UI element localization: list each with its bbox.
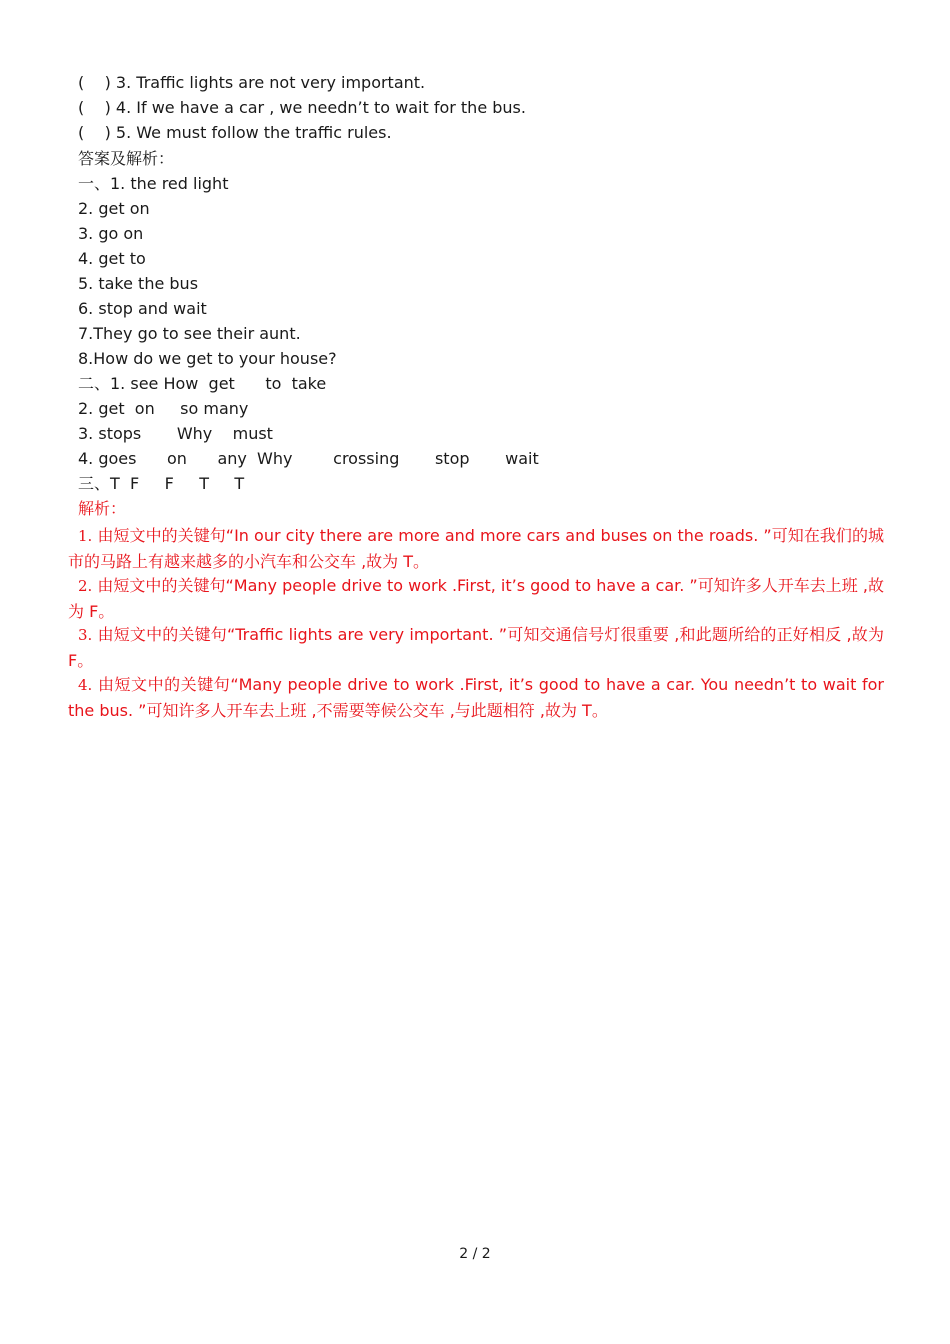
analysis-text: 由短文中的关键句“Many people drive to work .First, it’s good to have a car. You needn’t to wait for the bus. ”可知许多人开车去上班 ,不需要等候公交车 ,与此题相符 ,故为 T。 (68, 675, 884, 720)
part1-answer: 一、1. the red light (78, 174, 229, 193)
analysis-text: 由短文中的关键句“Many people drive to work .First, it’s good to have a car. ”可知许多人开车去上班 ,故为 F。 (68, 576, 884, 621)
question-4: ( ) 4. If we have a car , we needn’t to wait for the bus. (78, 98, 526, 117)
page-number: 2 / 2 (459, 1246, 491, 1262)
part2-answer: 2. get on so many (78, 399, 249, 418)
analysis-text: 由短文中的关键句“Traffic lights are very important. ”可知交通信号灯很重要 ,和此题所给的正好相反 ,故为 F。 (68, 625, 884, 670)
analysis-item-3 (68, 622, 884, 673)
part1-answer: 7.They go to see their aunt. (78, 324, 301, 343)
part3-answer: 三、T F F T T (78, 474, 245, 493)
analysis-item-1 (68, 523, 884, 574)
part1-answer: 4. get to (78, 249, 146, 268)
analysis-number: 2. (78, 577, 93, 595)
part2-answer: 4. goes on any Why crossing stop wait (78, 449, 539, 468)
part2-answer: 3. stops Why must (78, 424, 273, 443)
analysis-item-2 (68, 573, 884, 624)
part1-answer: 2. get on (78, 199, 150, 218)
analysis-item-4 (68, 672, 884, 723)
analysis-number: 4. (78, 676, 93, 694)
part1-answer: 3. go on (78, 224, 144, 243)
question-3: ( ) 3. Traffic lights are not very important. (78, 73, 426, 92)
part2-answer: 二、1. see How get to take (78, 374, 327, 393)
analysis-heading: 解析： (78, 499, 127, 518)
part1-answer: 8.How do we get to your house? (78, 349, 337, 368)
analysis-number: 1. (78, 527, 93, 545)
part1-answer: 6. stop and wait (78, 299, 207, 318)
answers-heading: 答案及解析： (78, 149, 175, 168)
question-5: ( ) 5. We must follow the traffic rules. (78, 123, 392, 142)
part1-answer: 5. take the bus (78, 274, 199, 293)
analysis-number: 3. (78, 626, 93, 644)
analysis-text: 由短文中的关键句“In our city there are more and more cars and buses on the roads. ”可知在我们的城市的马路上有越来越多的小汽车和公交车 ,故为 T。 (68, 526, 884, 571)
